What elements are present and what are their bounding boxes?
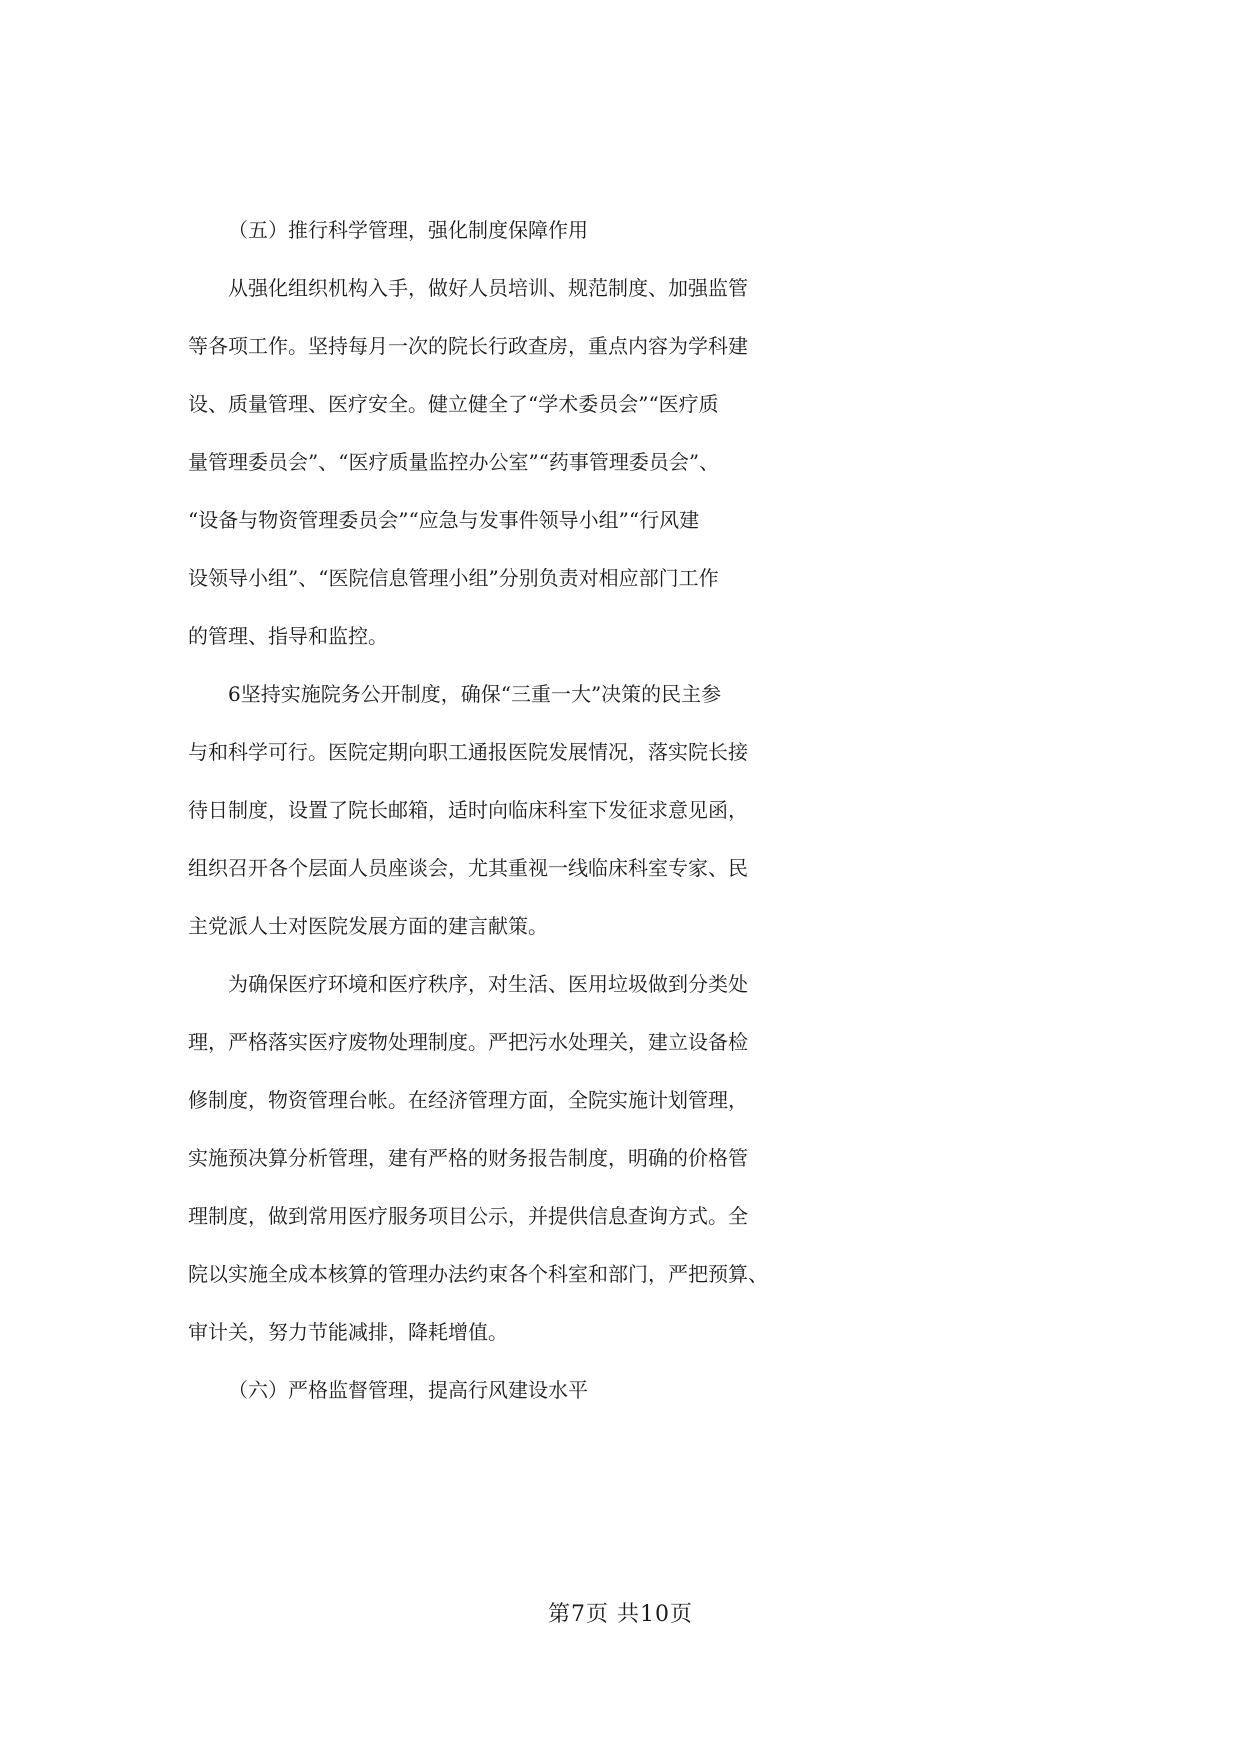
paragraph-line: 的管理、指导和监控。 [188, 624, 388, 648]
paragraph-line: 为确保医疗环境和医疗秩序，对生活、医用垃圾做到分类处 [228, 972, 748, 996]
paragraph-line: 院以实施全成本核算的管理办法约束各个科室和部门，严把预算、 [188, 1262, 768, 1286]
paragraph-line: 修制度，物资管理台帐。在经济管理方面，全院实施计划管理， [188, 1088, 748, 1112]
paragraph-line: 审计关，努力节能减排，降耗增值。 [188, 1320, 508, 1344]
paragraph-line: 理，严格落实医疗废物处理制度。严把污水处理关，建立设备检 [188, 1030, 748, 1054]
paragraph-line: 理制度，做到常用医疗服务项目公示，并提供信息查询方式。全 [188, 1204, 748, 1228]
paragraph-line: 组织召开各个层面人员座谈会，尤其重视一线临床科室专家、民 [188, 856, 748, 880]
paragraph-line: 待日制度，设置了院长邮箱，适时向临床科室下发征求意见函， [188, 798, 748, 822]
paragraph-line: 等各项工作。坚持每月一次的院长行政查房，重点内容为学科建 [188, 334, 748, 358]
paragraph-line: 与和科学可行。医院定期向职工通报医院发展情况，落实院长接 [188, 740, 748, 764]
paragraph-line: 6坚持实施院务公开制度，确保“三重一大”决策的民主参 [228, 682, 722, 706]
paragraph-line: 设、质量管理、医疗安全。健立健全了“学术委员会”“医疗质 [188, 392, 719, 416]
paragraph-line: 从强化组织机构入手，做好人员培训、规范制度、加强监管 [228, 276, 748, 300]
paragraph-line: 主党派人士对医院发展方面的建言献策。 [188, 914, 548, 938]
page-number-footer: 第7页 共10页 [548, 1602, 693, 1627]
paragraph-line: 量管理委员会”、“医疗质量监控办公室”“药事管理委员会”、 [188, 450, 720, 474]
paragraph-line: 设领导小组”、“医院信息管理小组”分别负责对相应部门工作 [188, 566, 719, 590]
section-heading-6: （六）严格监督管理，提高行风建设水平 [228, 1378, 588, 1402]
paragraph-line: 实施预决算分析管理，建有严格的财务报告制度，明确的价格管 [188, 1146, 748, 1170]
paragraph-line: “设备与物资管理委员会”“应急与发事件领导小组”“行风建 [188, 508, 700, 532]
section-heading-5: （五）推行科学管理，强化制度保障作用 [228, 218, 588, 242]
